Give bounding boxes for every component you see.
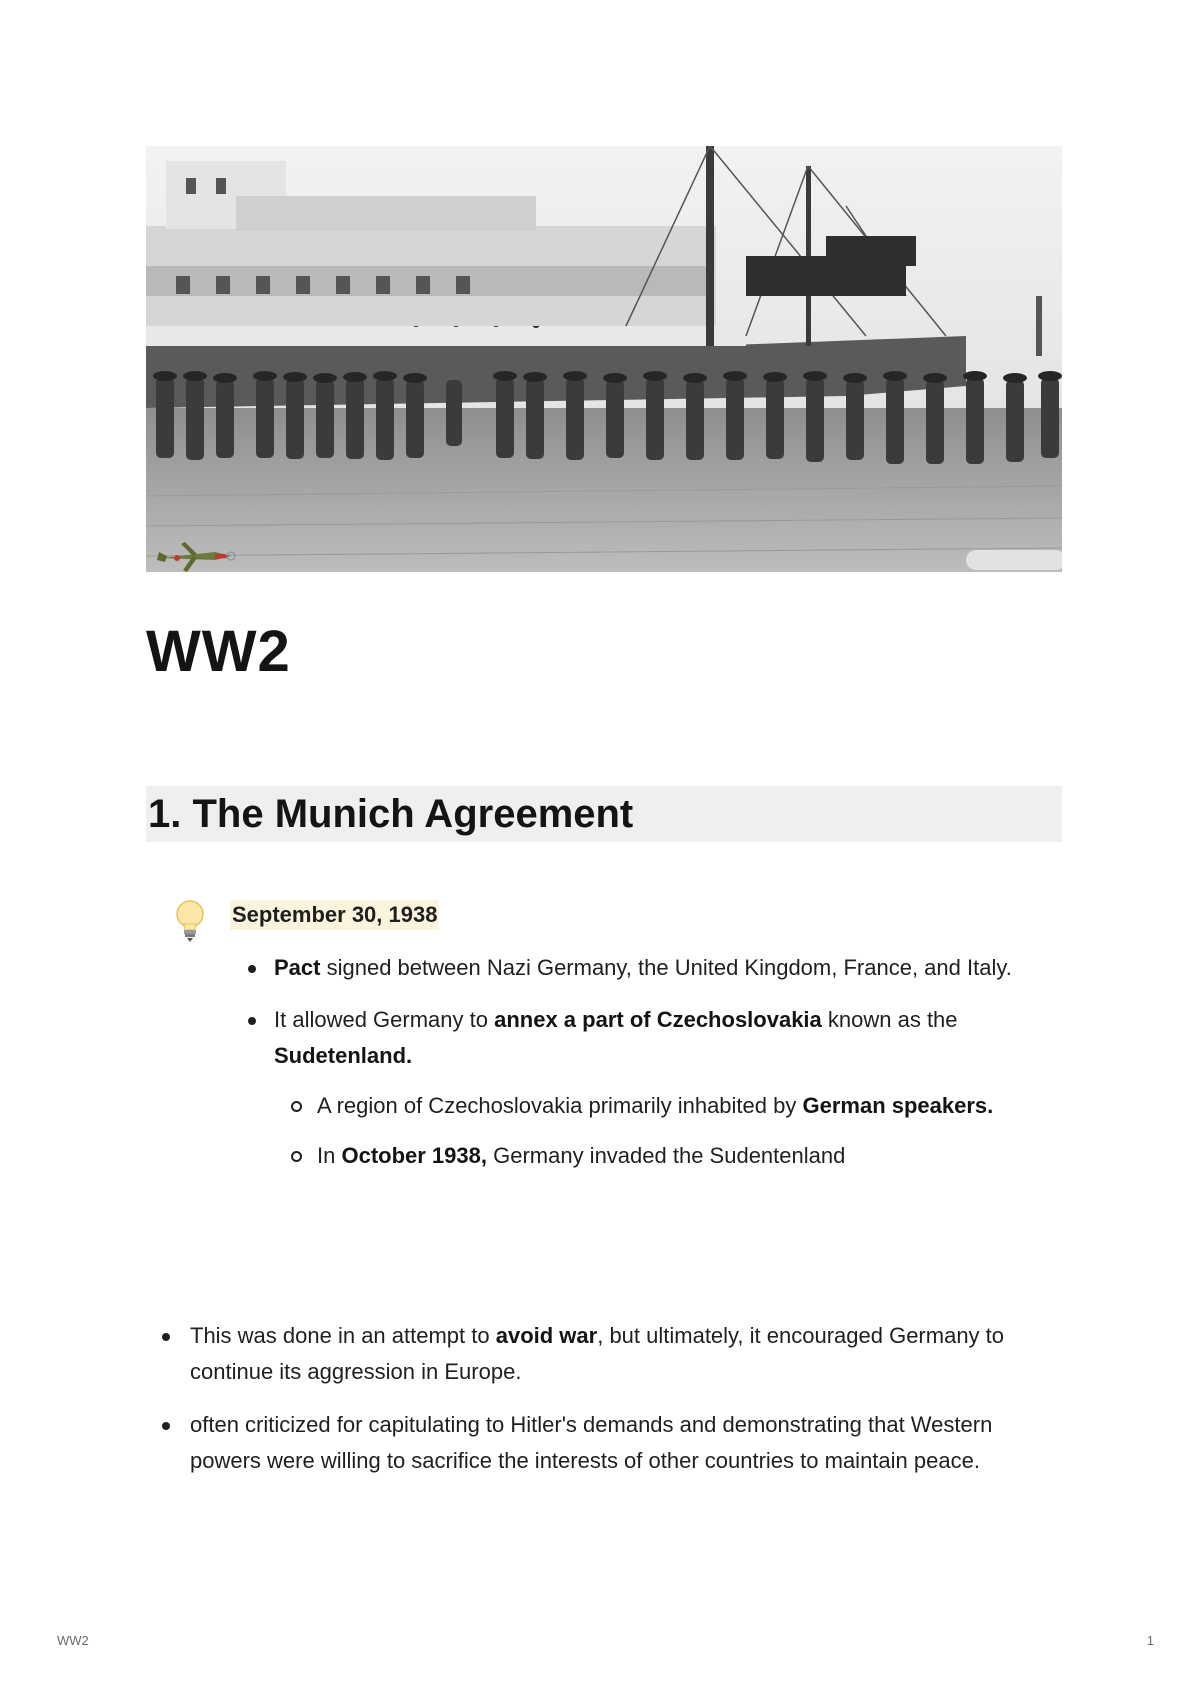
list-item-text: In	[317, 1143, 342, 1168]
bold-text: Pact	[274, 955, 321, 980]
list-item-text: known as the	[821, 1007, 958, 1032]
bullet-dot	[248, 1017, 256, 1025]
list-item-text: It allowed Germany to	[274, 1007, 495, 1032]
bullet-ring	[291, 1151, 302, 1162]
list-item	[190, 1318, 1060, 1390]
list-item-text: signed between Nazi Germany, the United Kingdom, France, and Italy.	[320, 955, 1012, 980]
main-bullet-list	[190, 1318, 1060, 1496]
lightbulb-icon	[172, 898, 208, 944]
bold-text: annex a part of Czechoslovakia	[494, 1007, 822, 1032]
bullet-dot	[162, 1333, 170, 1341]
section-heading-munich	[146, 786, 1062, 842]
list-item-text: A region of Czechoslovakia primarily inhabited by	[317, 1093, 803, 1118]
footer-document-title: WW2	[57, 1633, 89, 1648]
bullet-dot	[248, 965, 256, 973]
sub-list-item	[317, 1138, 1034, 1174]
bold-text: Sudetenland	[274, 1043, 407, 1068]
sub-list	[274, 1088, 1034, 1174]
bold-text: .	[987, 1093, 994, 1118]
bullet-ring	[291, 1101, 302, 1112]
bold-text: .	[406, 1043, 413, 1068]
callout-list-item	[274, 1002, 1034, 1174]
cover-photo-illustration	[146, 146, 1062, 572]
cover-image	[146, 146, 1062, 572]
footer-page-number: 1	[1146, 1633, 1154, 1648]
sub-list-item	[317, 1088, 1034, 1124]
list-item-text: Germany invaded the Sudentenland	[486, 1143, 846, 1168]
callout-title-date: September 30, 1938	[230, 900, 439, 930]
list-item-text: This was done in an attempt to	[190, 1323, 496, 1348]
callout-list-item	[274, 950, 1034, 986]
callout-list	[274, 950, 1034, 1190]
bullet-dot	[162, 1422, 170, 1430]
airplane-icon	[155, 534, 237, 578]
list-item-text: , but ultimately, it encouraged Germany to continue its aggression in Europe.	[190, 1323, 1005, 1384]
list-item-text: often criticized for capitulating to Hitler's demands and demonstrating that Western powers were willing to sacrifice the interests of other countries to maintain peace.	[190, 1412, 993, 1473]
bold-text: German speakers	[802, 1093, 988, 1118]
page-title: WW2	[146, 619, 291, 684]
bold-text: avoid war	[495, 1323, 598, 1348]
bold-text: October 1938,	[341, 1143, 487, 1168]
list-item	[190, 1407, 1060, 1479]
section-heading-text: 1. The Munich Agreement	[148, 792, 634, 836]
